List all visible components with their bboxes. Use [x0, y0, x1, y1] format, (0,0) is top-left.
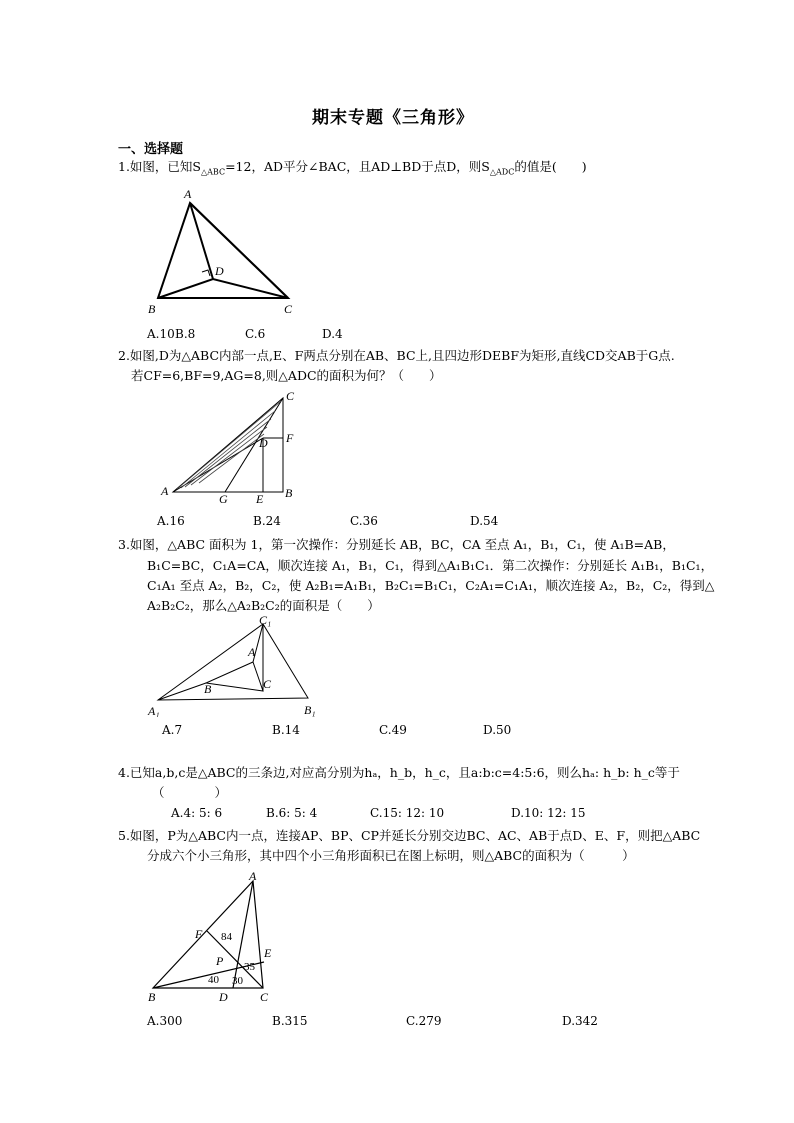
q5-option-a[interactable]: A.300 [147, 1014, 183, 1028]
q5-area-84: 84 [221, 931, 232, 943]
q1-part3: 的值是( ) [514, 159, 587, 174]
q3-option-c[interactable]: C.49 [379, 723, 407, 737]
q2-label-f: F [286, 431, 294, 445]
q1-sub2: △ADC [489, 167, 515, 177]
q5-label-b: B [148, 990, 156, 1004]
question-3-line-4: A₂B₂C₂，那么△A₂B₂C₂的面积是（ ） [147, 598, 380, 613]
q5-option-c[interactable]: C.279 [406, 1014, 442, 1028]
question-3-line-3: C₁A₁ 至点 A₂，B₂，C₂，使 A₂B₁=A₁B₁，B₂C₁=B₁C₁，C₂A₁=C₁A₁，顺次连接 A₂，B₂，C₂，得到△ [147, 578, 715, 593]
q2-label-d: D [259, 436, 268, 450]
question-4-line-1: 4.已知a,b,c是△ABC的三条边,对应高分别为hₐ，h_b，h_c，且a:b:c=4:5:6，则么hₐ: h_b: h_c等于 [118, 765, 680, 780]
q3-option-d[interactable]: D.50 [483, 723, 512, 737]
q5-figure [140, 868, 290, 1008]
question-5-line-2: 分成六个小三角形，其中四个小三角形面积已在图上标明，则△ABC的面积为（ ） [147, 848, 635, 863]
question-5-line-1: 5.如图，P为△ABC内一点，连接AP、BP、CP并延长分别交边BC、AC、AB于点D、E、F，则把△ABC [118, 828, 701, 843]
q2-label-b: B [285, 486, 293, 500]
q3-option-b[interactable]: B.14 [272, 723, 300, 737]
page-title: 期末专题《三角形》 [312, 108, 474, 128]
q2-figure [155, 385, 315, 510]
q3-label-b1: B₁ [304, 703, 316, 717]
q3-label-c1: C₁ [259, 613, 272, 627]
q5-label-p: P [216, 954, 224, 968]
q1-part2: =12，AD平分∠BAC，且AD⊥BD于点D，则S [225, 159, 490, 174]
q1-option-c[interactable]: C.6 [245, 327, 266, 341]
q4-option-b[interactable]: B.6: 5: 4 [266, 806, 318, 820]
q3-label-c: C [263, 677, 272, 691]
q5-label-c: C [260, 990, 269, 1004]
question-1-text [118, 157, 587, 182]
q2-option-d[interactable]: D.54 [470, 514, 499, 528]
q1-label-b: B [148, 302, 156, 316]
q3-label-a: A [248, 645, 256, 659]
question-2-line-1: 2.如图,D为△ABC内部一点,E、F两点分别在AB、BC上,且四边形DEBF为矩形,直线CD交AB于G点. [118, 348, 675, 363]
q4-option-c[interactable]: C.15: 12: 10 [370, 806, 445, 820]
q5-option-d[interactable]: D.342 [562, 1014, 598, 1028]
q4-option-a[interactable]: A.4: 5: 6 [171, 806, 223, 820]
q1-option-a[interactable]: A.10 [147, 327, 175, 341]
q2-label-c: C [286, 389, 295, 403]
q3-option-a[interactable]: A.7 [162, 723, 183, 737]
question-2-line-2: 若CF=6,BF=9,AG=8,则△ADC的面积为何？（ ） [131, 368, 442, 383]
q2-option-b[interactable]: B.24 [253, 514, 281, 528]
q1-label-c: C [284, 302, 293, 316]
q2-option-a[interactable]: A.16 [157, 514, 185, 528]
q5-area-30: 30 [232, 975, 243, 987]
q5-label-a: A [249, 869, 257, 883]
q1-figure [140, 185, 310, 320]
q5-label-f: F [195, 927, 203, 941]
q1-label-d: D [215, 264, 224, 278]
q5-area-35: 35 [244, 961, 255, 973]
section-heading: 一、选择题 [118, 142, 184, 157]
question-3-line-1: 3.如图，△ABC 面积为 1，第一次操作：分别延长 AB，BC，CA 至点 A₁，B₁，C₁，使 A₁B=AB， [118, 537, 675, 552]
q5-area-40: 40 [208, 974, 219, 986]
q1-option-b[interactable]: B.8 [175, 327, 196, 341]
q3-label-b: B [204, 682, 212, 696]
q1-label-a: A [184, 187, 192, 201]
q2-label-e: E [256, 492, 264, 506]
q3-label-a1: A₁ [148, 704, 160, 717]
question-4-line-2: （ ） [152, 785, 228, 800]
q3-figure [145, 612, 325, 717]
q5-label-d: D [219, 990, 228, 1004]
q2-label-a: A [161, 484, 169, 498]
q4-option-d[interactable]: D.10: 12: 15 [511, 806, 586, 820]
q2-option-c[interactable]: C.36 [350, 514, 378, 528]
question-3-line-2: B₁C=BC，C₁A=CA，顺次连接 A₁，B₁，C₁，得到△A₁B₁C₁．第二次操作：分别延长 A₁B₁，B₁C₁， [147, 558, 714, 573]
q1-option-d[interactable]: D.4 [322, 327, 343, 341]
q1-part1: 1.如图，已知S [118, 159, 201, 174]
q2-label-g: G [219, 492, 228, 506]
q5-label-e: E [264, 946, 272, 960]
q5-option-b[interactable]: B.315 [272, 1014, 308, 1028]
q1-sub1: △ABC [201, 167, 226, 177]
